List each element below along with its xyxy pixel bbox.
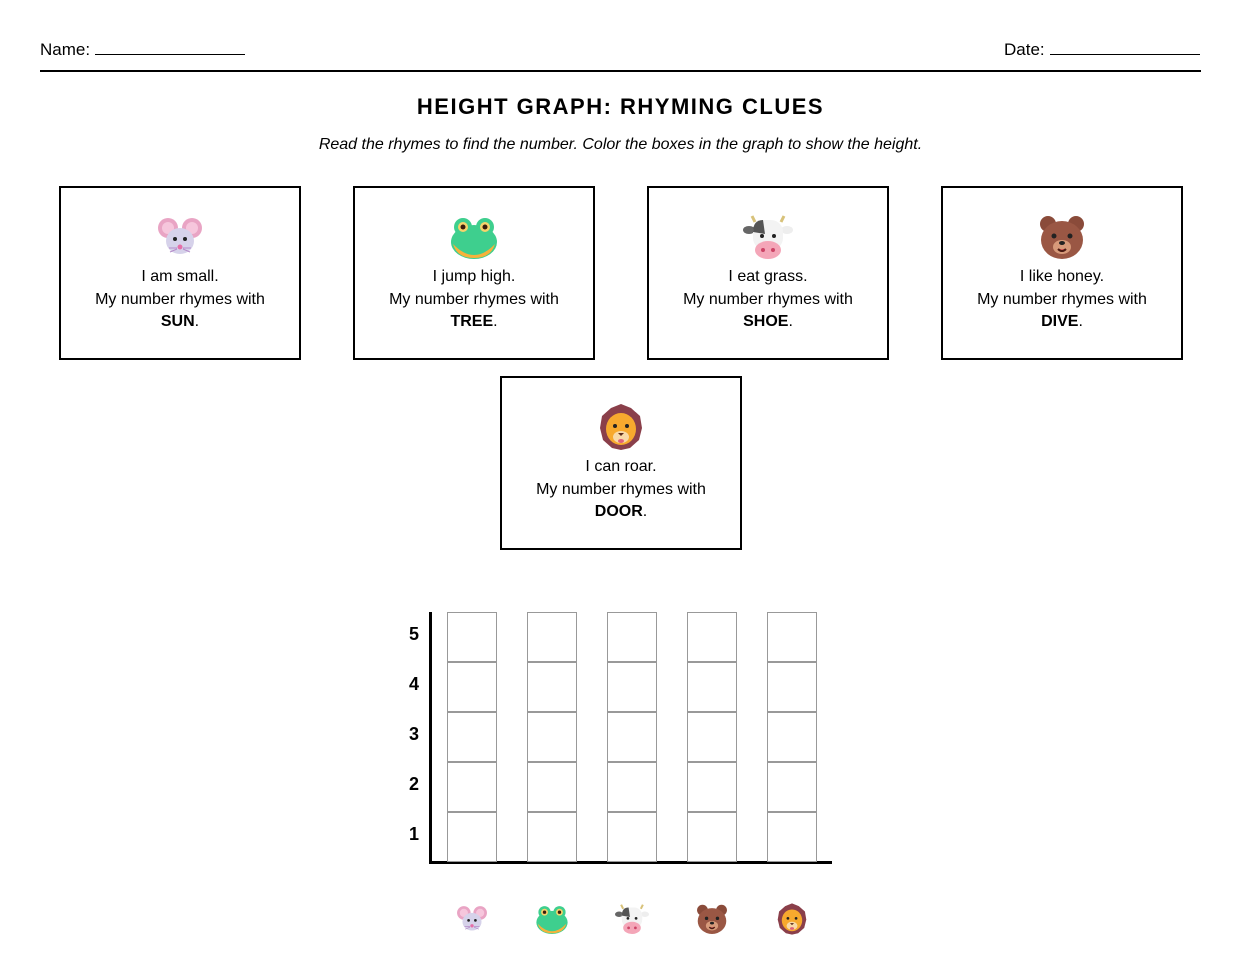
lion-face-icon: [596, 402, 646, 452]
graph-box[interactable]: [447, 812, 497, 862]
mouse-face-icon: [455, 902, 489, 936]
page-title: HEIGHT GRAPH: RHYMING CLUES: [416, 94, 825, 119]
y-axis-label: 3: [408, 724, 419, 744]
date-field[interactable]: [1004, 38, 1200, 60]
clue-line: I can roar.: [585, 458, 657, 475]
frog-face-icon: [449, 212, 499, 262]
clue-card: [353, 186, 595, 360]
frog-face-icon: [535, 902, 569, 936]
bear-face-icon: [1037, 212, 1087, 262]
graph-box[interactable]: [767, 712, 817, 762]
clue-card: [59, 186, 301, 360]
period: .: [642, 503, 648, 520]
rhyme-word: DIVE: [1041, 313, 1079, 330]
clue-line: I am small.: [141, 268, 219, 285]
name-label: Name:: [40, 40, 91, 59]
graph-box[interactable]: [447, 762, 497, 812]
graph-box[interactable]: [607, 612, 657, 662]
clue-line: My number rhymes with: [683, 290, 853, 308]
graph-box[interactable]: [607, 662, 657, 712]
clue-line: I jump high.: [432, 268, 516, 285]
instructions: Read the rhymes to find the number. Color the boxes in the graph to show the height.: [318, 136, 923, 153]
rhyme-word-line: [355, 311, 593, 334]
clue-line: My number rhymes with: [389, 290, 559, 308]
clue-card: [500, 376, 742, 550]
graph-box[interactable]: [687, 612, 737, 662]
rhyme-word: TREE: [450, 313, 494, 330]
graph-box[interactable]: [687, 762, 737, 812]
date-label: Date:: [1004, 40, 1045, 59]
graph-box[interactable]: [447, 662, 497, 712]
graph-box[interactable]: [767, 812, 817, 862]
bear-face-icon: [695, 902, 729, 936]
period: .: [1078, 313, 1083, 330]
period: .: [194, 313, 200, 330]
y-axis-label: 2: [408, 774, 419, 794]
graph-box[interactable]: [447, 612, 497, 662]
graph-box[interactable]: [527, 662, 577, 712]
cow-face-icon: [743, 212, 793, 262]
clue-card: [647, 186, 889, 360]
graph-box[interactable]: [527, 812, 577, 862]
graph-box[interactable]: [687, 662, 737, 712]
clue-line: My number rhymes with: [536, 480, 706, 498]
period: .: [493, 313, 498, 330]
graph-box[interactable]: [527, 712, 577, 762]
y-axis-label: 4: [408, 674, 419, 694]
y-axis-label: 1: [408, 824, 419, 844]
graph-box[interactable]: [527, 612, 577, 662]
header-divider: [40, 70, 1201, 72]
lion-face-icon: [775, 902, 809, 936]
graph-box[interactable]: [687, 712, 737, 762]
y-axis-label: 5: [408, 624, 419, 644]
clue-line: My number rhymes with: [977, 290, 1147, 308]
name-blank[interactable]: [95, 38, 245, 55]
graph-box[interactable]: [607, 712, 657, 762]
clue-line: I like honey.: [1019, 268, 1105, 285]
date-blank[interactable]: [1050, 38, 1200, 55]
graph-box[interactable]: [607, 762, 657, 812]
rhyme-word-line: [649, 311, 887, 334]
graph-box[interactable]: [687, 812, 737, 862]
graph-box[interactable]: [527, 762, 577, 812]
mouse-face-icon: [155, 212, 205, 262]
period: .: [788, 313, 793, 330]
clue-line: My number rhymes with: [95, 290, 265, 308]
rhyme-word: SUN: [160, 313, 195, 330]
y-axis: [429, 612, 432, 864]
rhyme-word-line: [61, 311, 299, 334]
graph-box[interactable]: [607, 812, 657, 862]
graph-box[interactable]: [767, 762, 817, 812]
rhyme-word-line: [943, 311, 1181, 334]
rhyme-word-line: [502, 501, 740, 524]
clue-card: [941, 186, 1183, 360]
name-field[interactable]: [40, 38, 245, 60]
cow-face-icon: [615, 902, 649, 936]
graph-box[interactable]: [767, 612, 817, 662]
clue-line: I eat grass.: [728, 268, 808, 285]
rhyme-word: SHOE: [743, 313, 789, 330]
graph-box[interactable]: [767, 662, 817, 712]
graph-box[interactable]: [447, 712, 497, 762]
rhyme-word: DOOR: [594, 503, 643, 520]
